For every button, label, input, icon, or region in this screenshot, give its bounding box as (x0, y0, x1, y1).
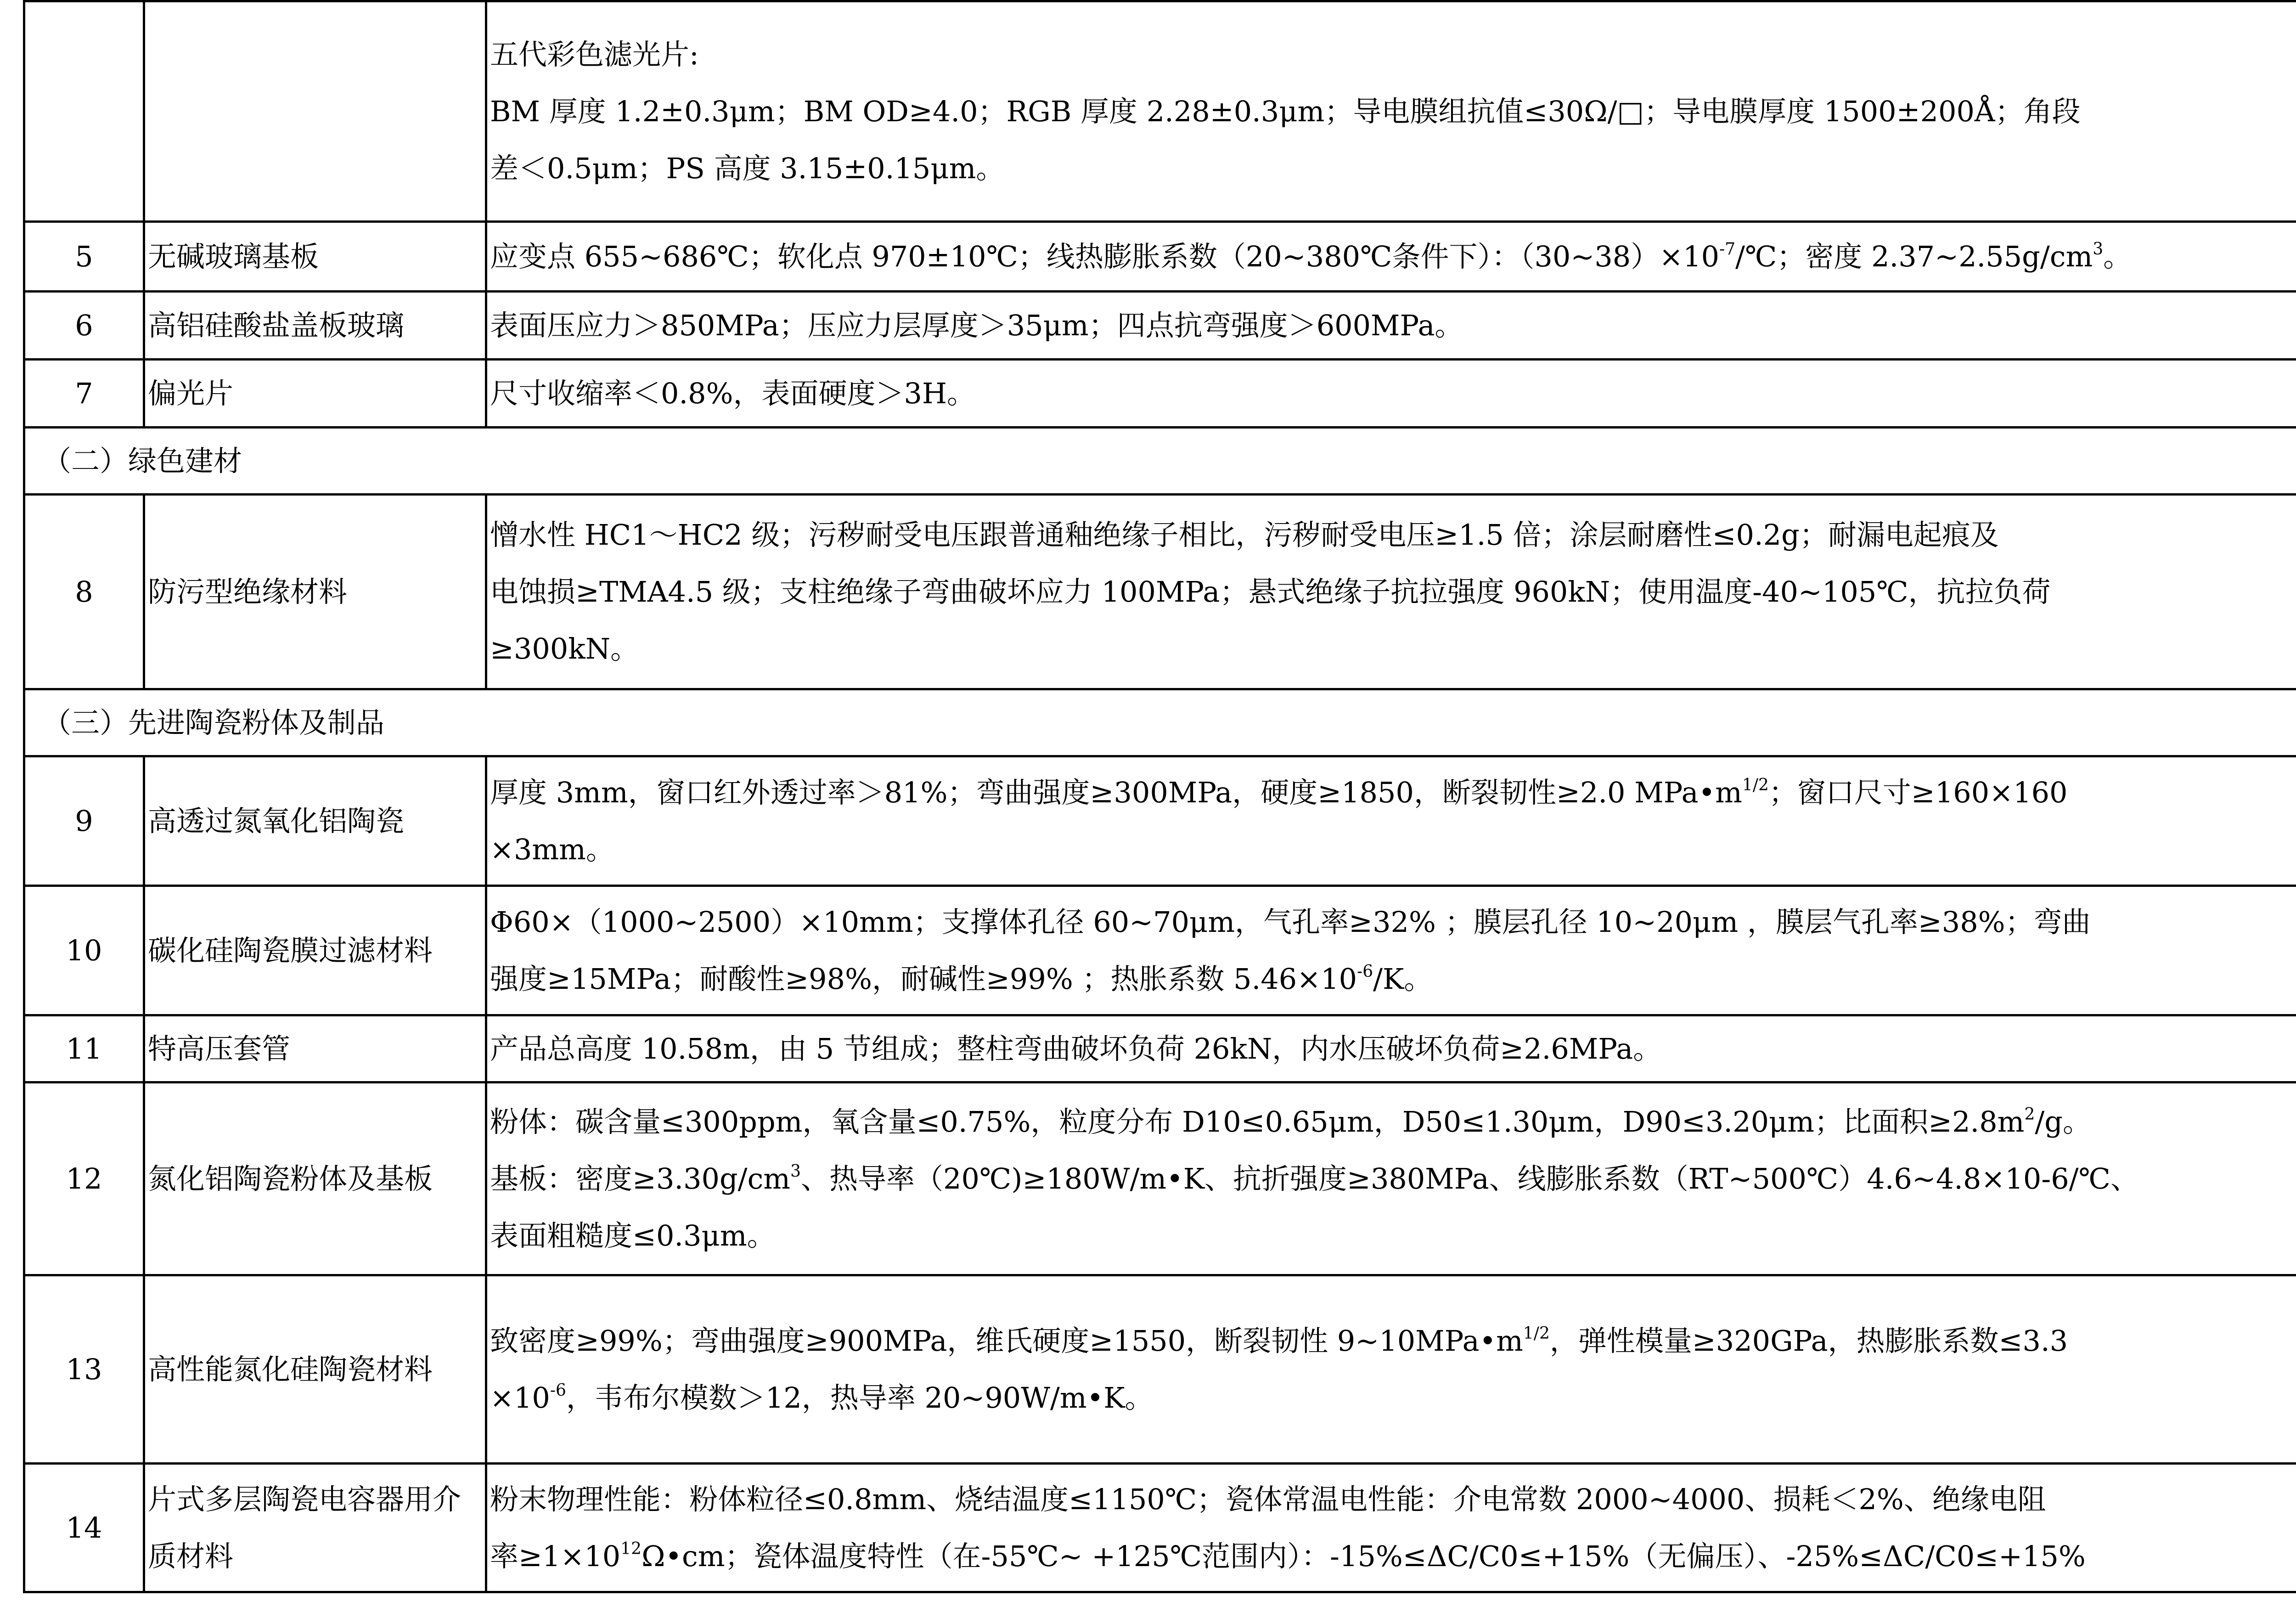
superscript: 3 (790, 1161, 801, 1181)
spec-cell: 尺寸收缩率＜0.8%，表面硬度＞3H。 (486, 360, 2296, 428)
row-number-cell: 11 (24, 1015, 144, 1082)
row-number-cell: 12 (24, 1082, 144, 1275)
spec-text: 粉体：碳含量≤300ppm，氧含量≤0.75%，粒度分布 D10≤0.65μm，D50≤1.30μm，D90≤3.20μm；比面积≥2.8m (490, 1105, 2025, 1139)
material-name-cell: 防污型绝缘材料 (144, 495, 486, 689)
superscript: 3 (2093, 239, 2104, 259)
spec-cell (486, 222, 2296, 292)
spec-text: ×10 (490, 1381, 550, 1415)
spec-line: BM 厚度 1.2±0.3μm；BM OD≥4.0；RGB 厚度 2.28±0.3μm；导电膜组抗值≤30Ω/□；导电膜厚度 1500±200Å；角段 (490, 94, 2081, 128)
superscript: -6 (550, 1381, 566, 1400)
table-row (24, 1015, 2296, 1082)
spec-line: 电蚀损≥TMA4.5 级；支柱绝缘子弯曲破坏应力 100MPa；悬式绝缘子抗拉强度 960kN；使用温度-40~105℃，抗拉负荷 (490, 575, 2051, 609)
spec-text: ；窗口尺寸≥160×160 (1768, 775, 2068, 809)
table-row (24, 886, 2296, 1015)
section-title: （二）绿色建材 (24, 428, 2296, 495)
material-name-cell: 碳化硅陶瓷膜过滤材料 (144, 886, 486, 1015)
material-name-cell: 高铝硅酸盐盖板玻璃 (144, 292, 486, 360)
spec-line: 表面粗糙度≤0.3μm。 (490, 1218, 776, 1252)
spec-text: 厚度 3mm，窗口红外透过率＞81%；弯曲强度≥300MPa，硬度≥1850，断裂韧性≥2.0 MPa•m (490, 775, 1742, 809)
table-row (24, 1464, 2296, 1592)
spec-line: 憎水性 HC1～HC2 级；污秽耐受电压跟普通釉绝缘子相比，污秽耐受电压≥1.5 倍；涂层耐磨性≤0.2g；耐漏电起痕及 (490, 518, 1999, 552)
spec-line: 五代彩色滤光片: (490, 37, 699, 71)
row-number-cell: 13 (24, 1275, 144, 1464)
row-number-cell: 10 (24, 886, 144, 1015)
spec-line: Φ60×（1000~2500）×10mm；支撑体孔径 60~70μm，气孔率≥32% ；膜层孔径 10~20μm ，膜层气孔率≥38%；弯曲 (490, 905, 2091, 939)
spec-line: 差＜0.5μm；PS 高度 3.15±0.15μm。 (490, 151, 1005, 185)
row-number-cell: 9 (24, 756, 144, 886)
row-number-cell: 5 (24, 222, 144, 292)
spec-cell (486, 1464, 2296, 1592)
section-header-row (24, 689, 2296, 756)
table-row (24, 1082, 2296, 1275)
row-number-cell: 6 (24, 292, 144, 360)
spec-cell (486, 495, 2296, 689)
spec-text: ，弹性模量≥320GPa，热膨胀系数≤3.3 (1549, 1324, 2068, 1358)
table-row (24, 292, 2296, 360)
spec-cell (486, 1275, 2296, 1464)
section-title: （三）先进陶瓷粉体及制品 (24, 689, 2296, 756)
row-number-cell: 7 (24, 360, 144, 428)
spec-text: 强度≥15MPa；耐酸性≥98%，耐碱性≥99% ；热胀系数 5.46×10 (490, 962, 1357, 996)
materials-spec-table (23, 0, 2296, 1593)
row-number-cell: 14 (24, 1464, 144, 1592)
superscript: 2 (2024, 1105, 2035, 1124)
spec-cell: 表面压应力＞850MPa；压应力层厚度＞35μm；四点抗弯强度＞600MPa。 (486, 292, 2296, 360)
spec-text: /℃；密度 2.37~2.55g/cm (1735, 239, 2093, 273)
section-header-row (24, 428, 2296, 495)
spec-line: ×3mm。 (490, 832, 614, 866)
spec-text: 致密度≥99%；弯曲强度≥900MPa，维氏硬度≥1550，断裂韧性 9~10MPa•m (490, 1324, 1523, 1358)
spec-text: 。 (2103, 239, 2132, 273)
material-name-cell: 偏光片 (144, 360, 486, 428)
spec-cell (486, 1, 2296, 222)
table-row (24, 495, 2296, 689)
table-row (24, 222, 2296, 292)
material-name-cell: 特高压套管 (144, 1015, 486, 1082)
spec-text: 应变点 655~686℃；软化点 970±10℃；线热膨胀系数（20~380℃条件下）：（30~38）×10 (490, 239, 1720, 273)
spec-cell (486, 756, 2296, 886)
superscript: -6 (1357, 962, 1373, 981)
spec-text: 率≥1×10 (490, 1539, 621, 1573)
material-name-cell (144, 1, 486, 222)
spec-line: 粉末物理性能：粉体粒径≤0.8mm、烧结温度≤1150℃；瓷体常温电性能：介电常数 2000~4000、损耗＜2%、绝缘电阻 (490, 1482, 2046, 1516)
spec-text: Ω•cm；瓷体温度特性（在-55℃~ +125℃范围内）：-15%≤ΔC/C0≤+15%（无偏压）、-25%≤ΔC/C0≤+15% (642, 1539, 2086, 1573)
table-row (24, 1, 2296, 222)
material-name-cell: 片式多层陶瓷电容器用介质材料 (144, 1464, 486, 1592)
table-row (24, 756, 2296, 886)
material-name-cell: 高透过氮氧化铝陶瓷 (144, 756, 486, 886)
spec-cell (486, 1082, 2296, 1275)
spec-text: /K。 (1373, 962, 1433, 996)
table-row (24, 1275, 2296, 1464)
spec-text: ，韦布尔模数＞12，热导率 20~90W/m•K。 (566, 1381, 1154, 1415)
superscript: -7 (1719, 239, 1736, 259)
superscript: 12 (620, 1539, 642, 1558)
table-row (24, 360, 2296, 428)
spec-line: ≥300kN。 (490, 631, 639, 665)
row-number-cell (24, 1, 144, 222)
material-name-cell: 高性能氮化硅陶瓷材料 (144, 1275, 486, 1464)
spec-cell: 产品总高度 10.58m，由 5 节组成；整柱弯曲破坏负荷 26kN，内水压破坏负荷≥2.6MPa。 (486, 1015, 2296, 1082)
superscript: 1/2 (1742, 775, 1769, 795)
spec-text: 基板：密度≥3.30g/cm (490, 1161, 791, 1195)
row-number-cell: 8 (24, 495, 144, 689)
spec-text: 、热导率（20℃)≥180W/m•K、抗折强度≥380MPa、线膨胀系数（RT~500℃）4.6~4.8×10-6/℃、 (801, 1161, 2139, 1195)
spec-text: /g。 (2035, 1105, 2091, 1139)
material-name-cell: 氮化铝陶瓷粉体及基板 (144, 1082, 486, 1275)
spec-cell (486, 886, 2296, 1015)
material-name-cell: 无碱玻璃基板 (144, 222, 486, 292)
superscript: 1/2 (1523, 1324, 1550, 1343)
